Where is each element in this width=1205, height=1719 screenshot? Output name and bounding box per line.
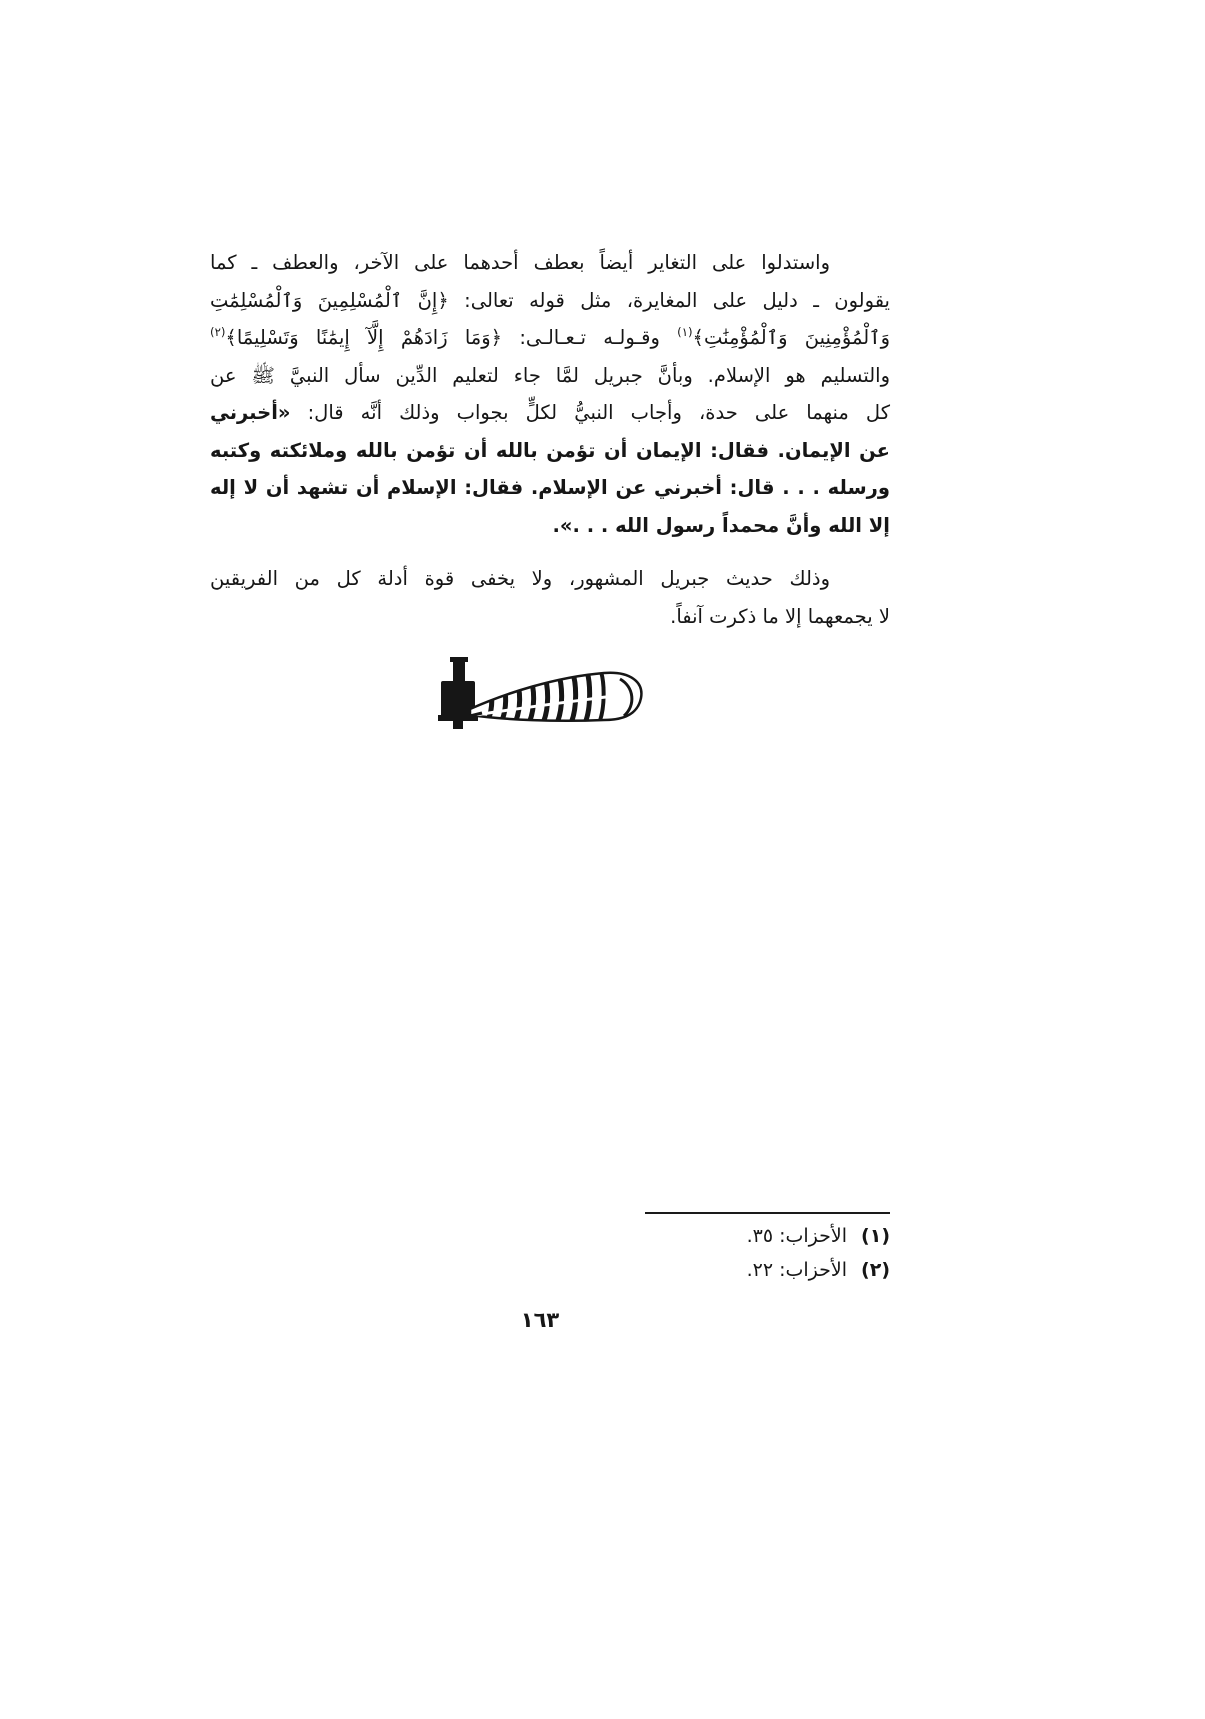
footnote-2 (570, 1253, 890, 1287)
footnote-separator (645, 1212, 890, 1214)
quill-and-inkwell-icon (436, 655, 646, 731)
quran-verse-text: وَٱلْمُؤْمِنِينَ وَٱلْمُؤْمِنَٰتِ﴾ (692, 326, 890, 349)
footnote-ref-1: (١) (677, 324, 693, 339)
text-line-2: يقولون ـ دليل على المغايرة، مثل قوله تعالى: ﴿إِنَّ ٱلْمُسْلِمِينَ وَٱلْمُسْلِمَٰتِ (210, 288, 890, 312)
line-text: كل منهما على حدة، وأجاب النبيُّ لكلٍّ بجواب وذلك أنَّه قال: (290, 401, 890, 424)
footnote-ref-2: (٢) (210, 324, 226, 339)
text-line-3 (210, 319, 890, 357)
text-line-9: وذلك حديث جبريل المشهور، ولا يخفى قوة أدلة كل من الفريقين (210, 567, 830, 590)
text-line-1: واستدلوا على التغاير أيضاً بعطف أحدهما على الآخر، والعطف ـ كما (210, 251, 830, 274)
footnote-text: الأحزاب: ٣٥. (746, 1225, 848, 1247)
footnote-marker: (١) (861, 1225, 890, 1247)
footnotes (570, 1219, 890, 1287)
text-line-5 (210, 394, 890, 432)
inkwell (438, 657, 478, 729)
text-line-8: إلا الله وأنَّ محمداً رسول الله . . .». (552, 513, 890, 537)
footnote-1 (570, 1219, 890, 1253)
footnote-marker: (٢) (861, 1259, 890, 1281)
text-line-4: والتسليم هو الإسلام. وبأنَّ جبريل لمَّا جاء لتعليم الدِّين سأل النبيَّ ﷺ عن (210, 363, 890, 387)
quill-feather (466, 669, 641, 723)
page-number: ١٦٣ (520, 1308, 560, 1332)
footnote-text: الأحزاب: ٢٢. (746, 1259, 848, 1281)
hadith-quote-start: «أخبرني (210, 401, 291, 424)
quran-verse-text-2: وقـولـه تـعـالـى: ﴿وَمَا زَادَهُمْ إِلَّآ إِيمَٰنًا وَتَسْلِيمًا﴾ (225, 326, 678, 349)
text-line-7: ورسله . . . قال: أخبرني عن الإسلام. فقال: الإسلام أن تشهد أن لا إله (210, 476, 890, 499)
paragraph-2 (210, 560, 890, 635)
text-line-6: عن الإيمان. فقال: الإيمان أن تؤمن بالله أن تؤمن بالله وملائكته وكتبه (210, 438, 890, 462)
text-line-10: لا يجمعهما إلا ما ذكرت آنفاً. (670, 604, 890, 628)
paragraph-1 (210, 244, 890, 544)
main-text (210, 244, 890, 635)
